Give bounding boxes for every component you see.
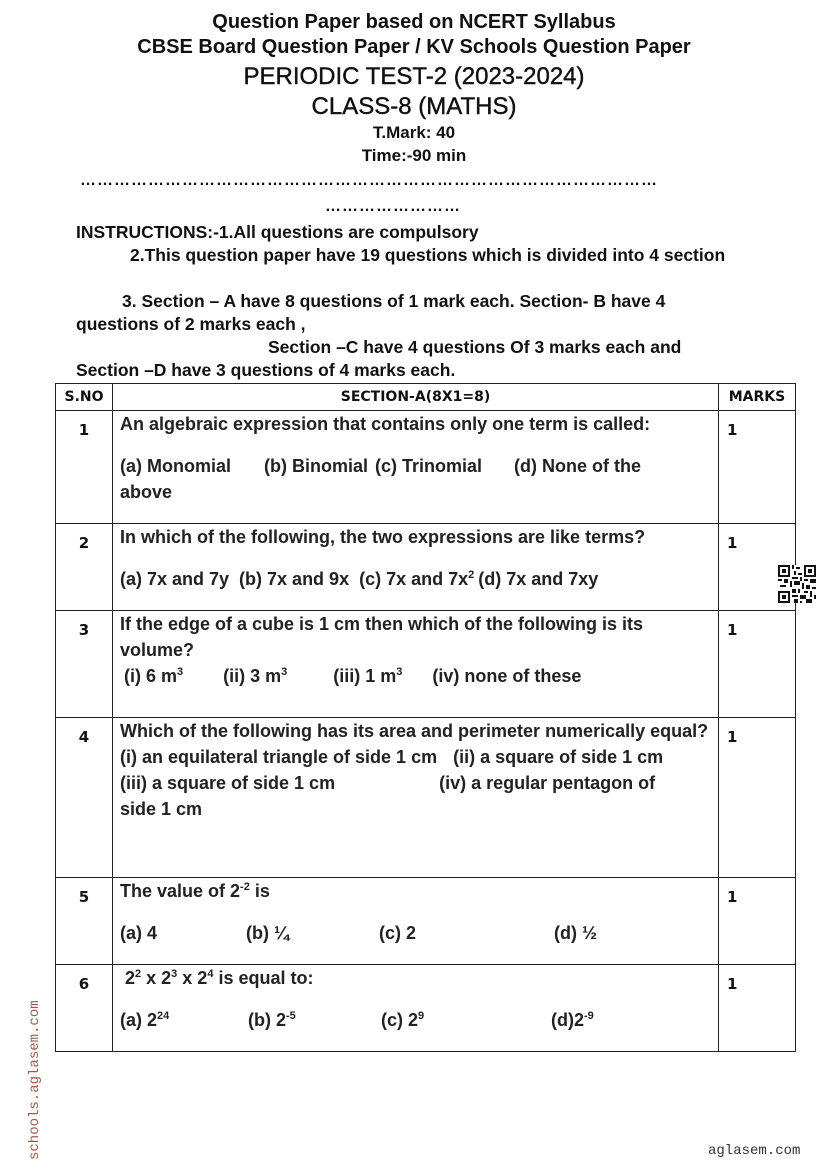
question-end: is xyxy=(249,881,270,901)
marks-value: 1 xyxy=(719,878,796,965)
option-b: (b) 7x and 9x xyxy=(239,569,350,589)
marks-value: 1 xyxy=(719,965,796,1052)
option-iii: (iii) a square of side 1 cm xyxy=(120,773,336,793)
option-c: (c) 2 xyxy=(381,1010,419,1030)
option-d-exponent: -9 xyxy=(584,1010,594,1022)
options-line xyxy=(120,663,712,689)
option-iv-continued: side 1 cm xyxy=(120,799,203,819)
question-number: 5 xyxy=(56,878,113,965)
option-a: (a) Monomial xyxy=(120,456,231,476)
marks-value: 1 xyxy=(719,718,796,878)
question-base: The value of 2 xyxy=(120,881,241,901)
footer-watermark: aglasem.com xyxy=(708,1143,801,1159)
question-text: If the edge of a cube is 1 cm then which of the following is its volume? xyxy=(120,614,644,660)
table-row xyxy=(56,965,796,1052)
option-iv: (iv) a regular pentagon of xyxy=(439,773,656,793)
option-c-exponent: 2 xyxy=(468,569,475,581)
table-row xyxy=(56,524,796,611)
class-title: CLASS-8 (MATHS) xyxy=(311,93,517,120)
option-d-continued: above xyxy=(120,482,173,502)
time-allowed: Time:-90 min xyxy=(361,146,467,165)
header-line-1: Question Paper based on NCERT Syllabus xyxy=(212,11,616,33)
header-section: SECTION-A(8X1=8) xyxy=(113,384,719,411)
options-line xyxy=(120,566,712,592)
option-b: (b) 2 xyxy=(248,1010,286,1030)
marks-value: 1 xyxy=(719,411,796,524)
option-iv: (iv) none of these xyxy=(432,666,582,686)
option-ii: (ii) 3 m xyxy=(223,666,282,686)
term-base: x 2 xyxy=(141,968,172,988)
option-a: (a) 4 xyxy=(120,923,158,943)
option-d: (d) ½ xyxy=(554,923,597,943)
qr-code-icon xyxy=(778,565,816,603)
header-sno: S.NO xyxy=(56,384,113,411)
option-b: (b) ¼ xyxy=(246,923,289,943)
table-row xyxy=(56,411,796,524)
question-number: 3 xyxy=(56,611,113,718)
option-a: (a) 7x and 7y xyxy=(120,569,230,589)
dotted-separator: ………………………………………………………………………………………… xyxy=(80,172,658,189)
option-d: (d) None of the xyxy=(514,456,641,476)
term-exponent: 3 xyxy=(171,968,178,980)
option-c: (c) 2 xyxy=(379,923,417,943)
option-i: (i) 6 m xyxy=(124,666,178,686)
header-line-2: CBSE Board Question Paper / KV Schools Question Paper xyxy=(137,36,691,58)
table-header-row xyxy=(56,384,796,411)
question-cell xyxy=(113,411,719,524)
option-i: (i) an equilateral triangle of side 1 cm xyxy=(120,747,438,767)
question-number: 6 xyxy=(56,965,113,1052)
header-marks: MARKS xyxy=(719,384,796,411)
question-end: is equal to: xyxy=(213,968,314,988)
side-watermark: schools.aglasem.com xyxy=(27,1000,43,1160)
question-number: 1 xyxy=(56,411,113,524)
options-line xyxy=(120,453,712,479)
question-cell xyxy=(113,718,719,878)
option-c-exponent: 9 xyxy=(418,1010,425,1022)
option-b-exponent: -5 xyxy=(286,1010,296,1022)
exponent: 3 xyxy=(177,666,184,678)
total-marks: T.Mark: 40 xyxy=(372,123,456,142)
exponent: 3 xyxy=(281,666,288,678)
question-cell xyxy=(113,965,719,1052)
options-line xyxy=(120,1007,712,1033)
instruction-2 xyxy=(76,244,728,267)
instruction-2-text: 2.This question paper have 19 questions which is divided into 4 section xyxy=(130,245,726,265)
options-line xyxy=(120,744,712,770)
question-cell xyxy=(113,878,719,965)
question-table xyxy=(55,383,796,1052)
option-d: (d)2 xyxy=(551,1010,584,1030)
term-base: x 2 xyxy=(177,968,208,988)
option-a-exponent: 24 xyxy=(157,1010,170,1022)
marks-value: 1 xyxy=(719,611,796,718)
option-b: (b) Binomial xyxy=(264,456,368,476)
question-text xyxy=(120,965,712,991)
options-line xyxy=(120,770,712,796)
options-line xyxy=(120,920,712,946)
instruction-4 xyxy=(76,336,728,382)
instruction-1: INSTRUCTIONS:-1.All questions are compulsory xyxy=(76,222,479,242)
test-title: PERIODIC TEST-2 (2023-2024) xyxy=(243,63,585,90)
question-cell xyxy=(113,524,719,611)
dotted-separator-short: …………………… xyxy=(325,198,461,215)
question-exponent: -2 xyxy=(240,881,250,893)
option-ii: (ii) a square of side 1 cm xyxy=(453,747,664,767)
term-base: 2 xyxy=(125,968,136,988)
option-c: (c) 7x and 7x xyxy=(359,569,469,589)
marks-value: 1 xyxy=(719,524,796,611)
exponent: 3 xyxy=(396,666,403,678)
table-row xyxy=(56,878,796,965)
option-d: (d) 7x and 7xy xyxy=(478,569,599,589)
question-text: Which of the following has its area and perimeter numerically equal? xyxy=(120,721,709,741)
option-a: (a) 2 xyxy=(120,1010,158,1030)
table-row xyxy=(56,611,796,718)
question-text: An algebraic expression that contains only one term is called: xyxy=(120,414,651,434)
question-number: 4 xyxy=(56,718,113,878)
question-text xyxy=(120,878,712,904)
term-exponent: 4 xyxy=(207,968,214,980)
term-exponent: 2 xyxy=(135,968,142,980)
question-cell xyxy=(113,611,719,718)
instruction-3 xyxy=(76,290,728,336)
option-iii: (iii) 1 m xyxy=(333,666,397,686)
question-number: 2 xyxy=(56,524,113,611)
question-text: In which of the following, the two expressions are like terms? xyxy=(120,527,646,547)
instruction-4-text: Section –C have 4 questions Of 3 marks each and Section –D have 3 questions of 4 marks each. xyxy=(76,337,682,380)
table-row xyxy=(56,718,796,878)
option-c: (c) Trinomial xyxy=(375,456,483,476)
instruction-3-text: 3. Section – A have 8 questions of 1 mark each. Section- B have 4 questions of 2 marks each , xyxy=(76,291,666,334)
